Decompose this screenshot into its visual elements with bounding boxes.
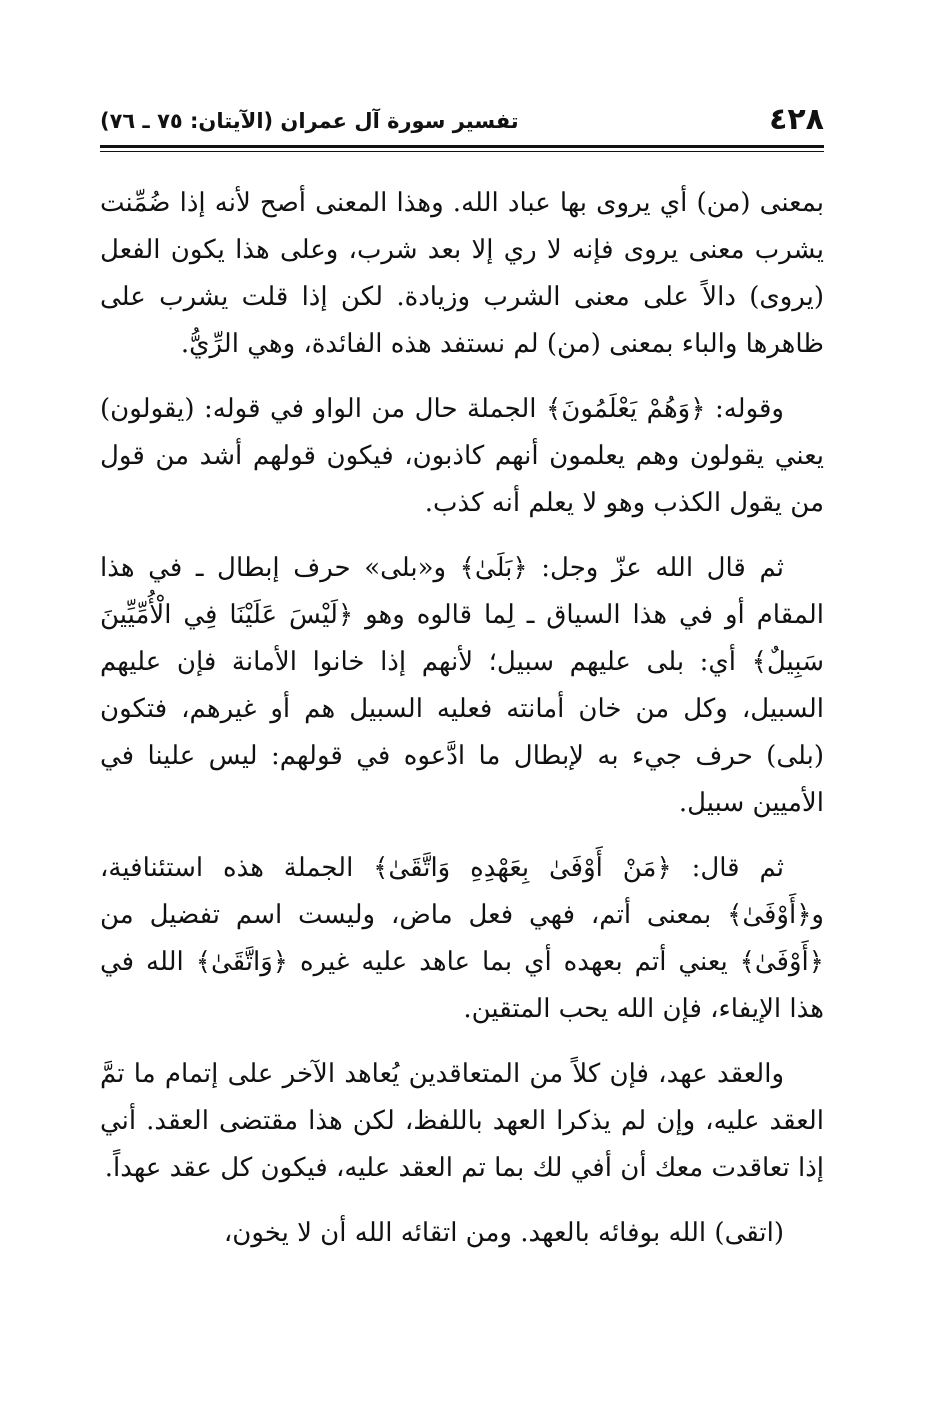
paragraph: ثم قال: ﴿مَنْ أَوْفَىٰ بِعَهْدِهِ وَاتَّقَىٰ﴾ الجملة هذه استئنافية، و﴿أَوْفَىٰ﴾ بمعنى أتم، فهي فعل ماض، وليست اسم تفضيل من ﴿أَوْفَىٰ﴾ يعني أتم بعهده أي بما عاهد عليه غيره ﴿وَاتَّقَىٰ﴾ الله في هذا الإيفاء، فإن الله يحب المتقين. (100, 853, 824, 1024)
page-number: ٤٢٨ (769, 102, 824, 137)
body-text (100, 180, 824, 1257)
running-title: تفسير سورة آل عمران (الآيتان: ٧٥ ـ ٧٦) (100, 109, 519, 133)
paragraph: (اتقى) الله بوفائه بالعهد. ومن اتقائه الله أن لا يخون، (223, 1218, 784, 1248)
header-rule-thin (100, 151, 824, 152)
paragraph: والعقد عهد، فإن كلاً من المتعاقدين يُعاهد الآخر على إتمام ما تمَّ العقد عليه، وإن لم يذكرا العهد باللفظ، لكن هذا مقتضى العقد. أني إذا تعاقدت معك أن أفي لك بما تم العقد عليه، فيكون كل عقد عهداً. (100, 1059, 824, 1183)
paragraph: وقوله: ﴿وَهُمْ يَعْلَمُونَ﴾ الجملة حال من الواو في قوله: (يقولون) يعني يقولون وهم يعلمون أنهم كاذبون، فيكون قولهم أشد من قول من يقول الكذب وهو لا يعلم أنه كذب. (100, 394, 824, 518)
paragraph: ثم قال الله عزّ وجل: ﴿بَلَىٰ﴾ و«بلى» حرف إبطال ـ في هذا المقام أو في هذا السياق ـ لِما قالوه وهو ﴿لَيْسَ عَلَيْنَا فِي الْأُمِّيِّينَ سَبِيلٌ﴾ أي: بلى عليهم سبيل؛ لأنهم إذا خانوا الأمانة فإن عليهم السبيل، وكل من خان أمانته فعليه السبيل هم أو غيرهم، فتكون (بلى) حرف جيء به لإبطال ما ادَّعوه في قولهم: ليس علينا في الأميين سبيل. (100, 553, 824, 818)
paragraph: بمعنى (من) أي يروى بها عباد الله. وهذا المعنى أصح لأنه إذا ضُمِّنت يشرب معنى يروى فإنه لا ري إلا بعد شرب، وعلى هذا يكون الفعل (يروى) دالاً على معنى الشرب وزيادة. لكن إذا قلت يشرب على ظاهرها والباء بمعنى (من) لم نستفد هذه الفائدة، وهي الرِّيُّ. (100, 188, 824, 359)
page-header (100, 102, 824, 142)
header-rule-thick (100, 145, 824, 148)
